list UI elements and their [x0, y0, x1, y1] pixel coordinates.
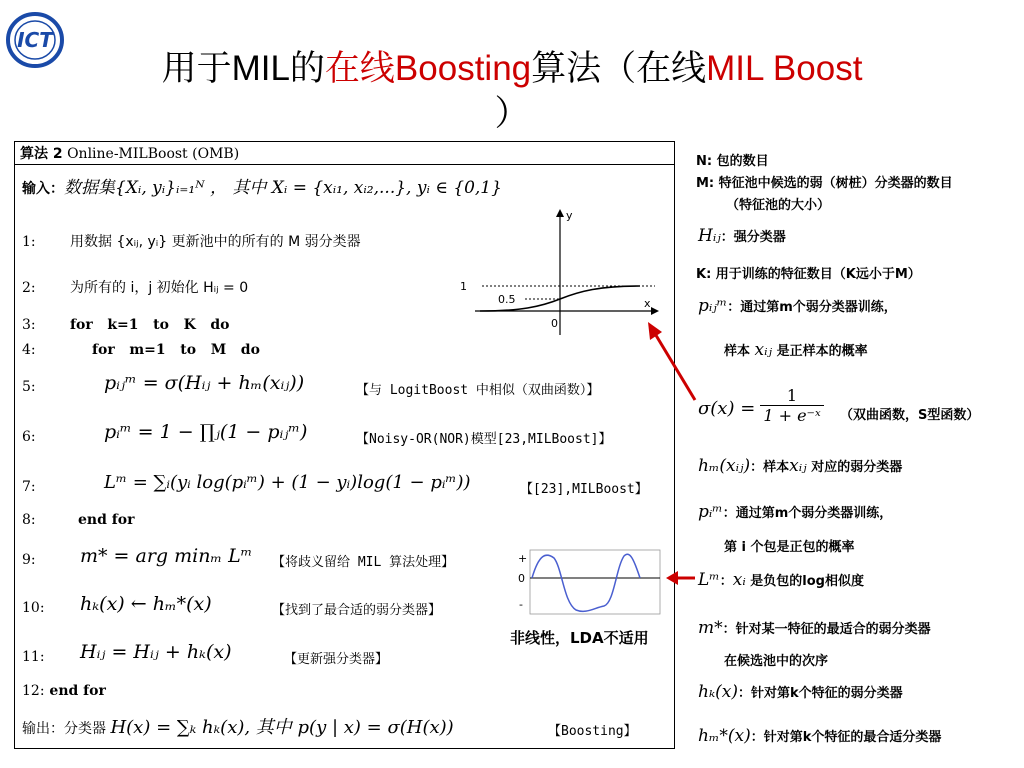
legend-pi: [698, 502, 892, 522]
legend-hm-b: 对应的弱分类器: [811, 460, 903, 475]
output-note: 【Boosting】: [548, 724, 637, 739]
line-number: 12:: [22, 683, 45, 699]
algorithm-label: 算法 2: [20, 146, 63, 162]
legend-hm-a: ：样本: [750, 460, 790, 475]
legend-pi-text: ：通过第m个弱分类器训练，: [722, 506, 893, 521]
sigmoid-x-label: x: [644, 297, 651, 310]
legend-hm: [698, 456, 902, 476]
legend-l-b: 是负包的log相似度: [750, 574, 864, 589]
page-title: [0, 44, 1024, 94]
algo-line-4: [22, 340, 260, 360]
legend-l: [698, 570, 864, 590]
legend-ms-line2: 在候选池中的次序: [724, 654, 829, 669]
sigmoid-zero-label: 0: [551, 317, 558, 330]
line-number: 6:: [22, 429, 36, 445]
algo-line-12: [22, 681, 106, 701]
title-close-paren: ）: [494, 94, 530, 133]
line-7-note: 【[23],MILBoost】: [520, 482, 648, 497]
algo-line-1: [22, 232, 361, 252]
line-number: 4:: [22, 342, 36, 358]
legend-p: [698, 296, 897, 316]
line-10-formula: hₖ(x) ← hₘ*(x): [80, 593, 212, 615]
legend-sigma-note: （双曲函数，S型函数）: [840, 408, 980, 423]
line-text: for m=1 to M do: [92, 342, 260, 358]
line-11-formula: Hᵢⱼ = Hᵢⱼ + hₖ(x): [80, 641, 232, 663]
sigma-numerator: 1: [786, 386, 798, 405]
legend-m-line1: M: 特征池中候选的弱（树桩）分类器的数目: [696, 176, 953, 191]
legend-ms: [698, 618, 931, 638]
legend-m-line2: （特征池的大小）: [726, 198, 831, 213]
line-text: end for: [78, 512, 135, 528]
line-number: 7:: [22, 479, 36, 495]
legend-l-a: ：: [719, 574, 733, 589]
algorithm-input: [22, 178, 502, 199]
algorithm-title: [20, 143, 239, 163]
legend-hk-text: ：针对第k个特征的弱分类器: [738, 686, 903, 701]
title-part4: MIL Boost: [706, 49, 863, 88]
algo-line-5: [22, 377, 70, 397]
legend-pi-symbol: pᵢᵐ: [698, 502, 723, 522]
line-text: 为所有的 i，j 初始化 Hᵢⱼ = 0: [70, 280, 249, 296]
sigmoid-half-label: 0.5: [498, 293, 516, 306]
arrow-head-icon: [648, 322, 662, 340]
sigmoid-y-label: y: [566, 209, 573, 222]
title-part2: 在线Boosting: [324, 49, 532, 88]
algo-line-2: [22, 278, 248, 298]
line-7-formula: Lᵐ = ∑ᵢ(yᵢ log(pᵢᵐ) + (1 − yᵢ)log(1 − pᵢᵐ)): [104, 472, 471, 493]
legend-p2-b: 是正样本的概率: [776, 344, 868, 359]
legend-n: N: 包的数目: [696, 154, 769, 169]
legend-k: K: 用于训练的特征数目（K远小于M）: [696, 267, 921, 282]
legend-p-text: ：通过第m个弱分类器训练，: [727, 300, 897, 315]
algo-line-8: [22, 510, 135, 530]
input-label: 输入：: [22, 181, 64, 197]
line-number: 3:: [22, 317, 36, 333]
loss-zero-label: 0: [518, 572, 525, 585]
arrow-head-icon: [666, 571, 678, 585]
loss-minus-label: -: [519, 598, 523, 611]
line-number: 9:: [22, 552, 36, 568]
sigmoid-one-label: 1: [460, 280, 467, 293]
sigmoid-plot: [460, 205, 660, 340]
line-9-formula: m* = arg minₘ Lᵐ: [80, 545, 253, 567]
legend-sigma: [698, 398, 755, 419]
legend-p2-symbol: xᵢⱼ: [754, 340, 773, 360]
legend-sigma-fraction: [760, 386, 824, 425]
line-9-note: 【将歧义留给 MIL 算法处理】: [272, 555, 455, 570]
line-10-note: 【找到了最合适的弱分类器】: [272, 603, 442, 618]
line-5-note: 【与 LogitBoost 中相似（双曲函数）】: [356, 383, 600, 398]
legend-p2-a: 样本: [724, 344, 751, 359]
legend-hk-symbol: hₖ(x): [698, 682, 739, 702]
loss-plus-label: +: [518, 552, 528, 565]
legend-p-line2: [724, 340, 868, 360]
line-text: for k=1 to K do: [70, 317, 230, 333]
title-part3: 算法（在线: [531, 49, 707, 88]
line-number: 5:: [22, 379, 36, 395]
legend-hms: [698, 726, 941, 746]
legend-p-symbol: pᵢⱼᵐ: [698, 296, 728, 316]
legend-hms-symbol: hₘ*(x): [698, 726, 751, 746]
legend-pi-line2: 第 i 个包是正包的概率: [724, 540, 855, 555]
legend-hm-symbol: hₘ(xᵢⱼ): [698, 456, 751, 476]
line-6-note: 【Noisy-OR(NOR)模型[23,MILBoost]】: [356, 432, 612, 447]
title-part1: 用于MIL的: [161, 49, 325, 88]
sigma-denominator: 1 + e⁻ˣ: [760, 405, 824, 425]
legend-ms-symbol: m*: [698, 618, 723, 638]
legend-ms-text: ：针对某一特征的最适合的弱分类器: [722, 622, 931, 637]
legend-hm-symbol2: xᵢⱼ: [789, 456, 807, 476]
legend-h-text: ：强分类器: [720, 230, 786, 245]
algo-line-6: [22, 427, 70, 447]
line-number: 10:: [22, 600, 45, 616]
output-label: 输出：分类器: [22, 721, 106, 737]
svg-text:ICT: ICT: [17, 28, 53, 52]
line-number: 8:: [22, 512, 36, 528]
legend-l-symbol: Lᵐ: [698, 570, 720, 590]
nonlinear-note: 非线性，LDA不适用: [510, 629, 649, 647]
legend-hk: [698, 682, 903, 702]
line-number: 2:: [22, 280, 36, 296]
line-11-note: 【更新强分类器】: [284, 652, 389, 667]
legend-l-symbol2: xᵢ: [732, 570, 746, 590]
algorithm-output: [22, 718, 454, 739]
line-text: 用数据 {xᵢⱼ, yᵢ} 更新池中的所有的 M 弱分类器: [70, 234, 361, 250]
line-text: end for: [49, 683, 106, 699]
algorithm-name: Online-MILBoost (OMB): [67, 146, 240, 162]
algo-line-10: [22, 598, 70, 618]
algo-line-7: [22, 477, 70, 497]
algo-line-11: [22, 647, 70, 667]
output-formula: H(x) = ∑ₖ hₖ(x), 其中 p(y | x) = σ(H(x)): [110, 717, 454, 738]
line-5-formula: pᵢⱼᵐ = σ(Hᵢⱼ + hₘ(xᵢⱼ)): [104, 372, 305, 394]
legend-h-symbol: Hᵢⱼ: [698, 226, 721, 246]
algo-line-3: [22, 315, 230, 335]
legend-h: [698, 226, 786, 246]
line-number: 11:: [22, 649, 45, 665]
line-6-formula: pᵢᵐ = 1 − ∏ⱼ(1 − pᵢⱼᵐ): [104, 421, 308, 443]
legend-hms-text: ：针对第k个特征的最合适分类器: [750, 730, 942, 745]
input-text: 数据集{Xᵢ, yᵢ}ᵢ₌₁ᴺ ， 其中 Xᵢ = {xᵢ₁, xᵢ₂,...}, yᵢ ∈ {0,1}: [64, 178, 502, 198]
line-number: 1:: [22, 234, 36, 250]
algo-line-9: [22, 550, 70, 570]
legend-sigma-lhs: σ(x) =: [698, 398, 756, 419]
